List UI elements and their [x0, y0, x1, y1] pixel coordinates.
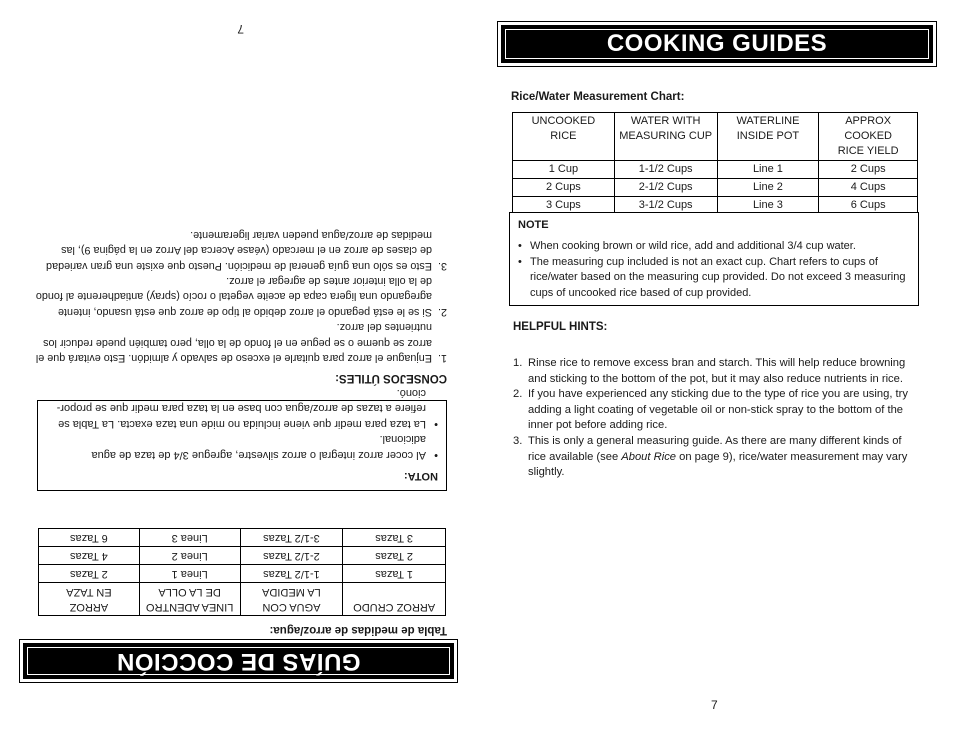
- table-cell: 3-1/2 Tazas: [240, 529, 343, 547]
- table-header-cell: UNCOOKED RICE: [513, 113, 615, 161]
- table-cell: 2 Tazas: [343, 547, 446, 565]
- table-header-cell: AGUA CON LA MEDIDA: [240, 583, 343, 616]
- spanish-banner: [23, 643, 454, 679]
- table-header-cell: WATERLINE INSIDE POT: [717, 113, 819, 161]
- english-note-box: [509, 212, 919, 306]
- table-row: [39, 547, 446, 565]
- table-cell: 1-1/2 Cups: [614, 161, 717, 179]
- table-cell: 3 Cups: [513, 197, 615, 215]
- table-cell: 2 Tazas: [39, 565, 140, 583]
- table-header-row: [39, 583, 446, 616]
- table-cell: Line 1: [717, 161, 819, 179]
- english-banner-title: COOKING GUIDES: [505, 29, 929, 59]
- table-cell: 1 Cup: [513, 161, 615, 179]
- table-header-cell: WATER WITH MEASURING CUP: [614, 113, 717, 161]
- table-row: [39, 529, 446, 547]
- spanish-measurement-table: [38, 528, 446, 616]
- table-cell: 1 Tazas: [343, 565, 446, 583]
- table-cell: 4 Tazas: [39, 547, 140, 565]
- spanish-note-title: NOTA:: [403, 470, 438, 482]
- table-cell: 2-1/2 Tazas: [240, 547, 343, 565]
- note-bullet: • Al cocer arroz integral o arroz silvestre, agregue 3/4 de taza de agua adicional.: [91, 433, 438, 461]
- table-cell: 1-1/2 Tazas: [240, 565, 343, 583]
- note-bullet: • La taza para medir que viene incluida no mide una taza exacta. La Tabla se refiere a tazas de arroz/agua con base en la taza para medir que se propor-cionó.: [56, 387, 438, 430]
- table-row: [513, 161, 918, 179]
- spanish-hints-heading: CONSEJOS ÚTILES:: [335, 372, 447, 384]
- spanish-page-number: 7: [237, 22, 244, 36]
- table-row: [513, 179, 918, 197]
- english-hints-list: [513, 356, 915, 481]
- table-cell: Linea 2: [139, 547, 240, 565]
- note-bullet: • When cooking brown or wild rice, add and additional 3/4 cup water.: [518, 240, 856, 252]
- english-note-title: NOTE: [518, 219, 549, 231]
- table-cell: Line 3: [717, 197, 819, 215]
- hint-item: 1. Enjuague el arroz para quitarle el exceso de salvado y almidón. Esto evitará que el arroz se queme o se pegue en el fondo de la olla, pero también puede reducir los nutrientes del arroz.: [35, 321, 447, 364]
- hint-item: 2. If you have experienced any sticking due to the type of rice you are using, try adding a light coating of vegetable oil or non-stick spray to the bottom of the inner pot before adding rice.: [513, 388, 908, 432]
- table-cell: Linea 3: [139, 529, 240, 547]
- hint-item: 1. Rinse rice to remove excess bran and starch. This will help reduce browning and sticking to the bottom of the pot, but it may also reduce nutrients in rice.: [513, 357, 906, 385]
- spanish-chart-heading: Tabla de medidas de arroz/agua:: [269, 624, 447, 636]
- table-cell: 6 Tazas: [39, 529, 140, 547]
- table-cell: Linea 1: [139, 565, 240, 583]
- table-cell: Line 2: [717, 179, 819, 197]
- table-cell: 4 Cups: [819, 179, 918, 197]
- english-page-number: 7: [711, 698, 718, 712]
- hint-item: 2. Si se le está pegando el arroz debido al tipo de arroz que está usando, intente agregando una ligera capa de aceite vegetal o rocío (spray) antiadherente al fondo de la olla interior antes de agregar el arroz.: [35, 274, 447, 318]
- table-header-cell: ARROZ EN TAZA: [39, 583, 140, 616]
- table-cell: 2 Cups: [819, 161, 918, 179]
- hint-item: 3. Esto es sólo una guía general de medición. Puesto que existe una gran variedad de clases de arroz en el mercado (véase Acerca del Arroz en la página 9), las medidas de arroz/agua pueden variar ligeramente.: [46, 228, 447, 272]
- table-header-cell: APPROX COOKED RICE YIELD: [819, 113, 918, 161]
- spanish-banner-title: GUÍAS DE COCCIÓN: [27, 647, 450, 675]
- table-header-row: [513, 113, 918, 161]
- english-measurement-table: [512, 112, 918, 215]
- table-row: [39, 565, 446, 583]
- table-cell: 6 Cups: [819, 197, 918, 215]
- table-header-cell: ARROZ CRUDO: [343, 583, 446, 616]
- hint-item: 3. This is only a general measuring guide. As there are many different kinds of rice available (see About Rice on page 9), rice/water measurement may vary slightly.: [513, 434, 908, 479]
- table-cell: 2 Cups: [513, 179, 615, 197]
- spanish-note-box: [37, 387, 447, 491]
- english-hints-heading: HELPFUL HINTS:: [513, 321, 608, 333]
- table-header-cell: LINEA ADENTRO DE LA OLLA: [139, 583, 240, 616]
- table-cell: 2-1/2 Cups: [614, 179, 717, 197]
- spanish-hints-list: [33, 226, 447, 365]
- english-chart-heading: Rice/Water Measurement Chart:: [511, 91, 685, 103]
- table-cell: 3-1/2 Cups: [614, 197, 717, 215]
- english-page: [477, 0, 954, 738]
- table-cell: 3 Tazas: [343, 529, 446, 547]
- english-banner: [501, 25, 933, 63]
- note-bullet: • The measuring cup included is not an exact cup. Chart refers to cups of rice/water based on the measuring cup provided. Do not exceed 3 measuring cups of uncooked rice based of cup provided.: [518, 255, 906, 299]
